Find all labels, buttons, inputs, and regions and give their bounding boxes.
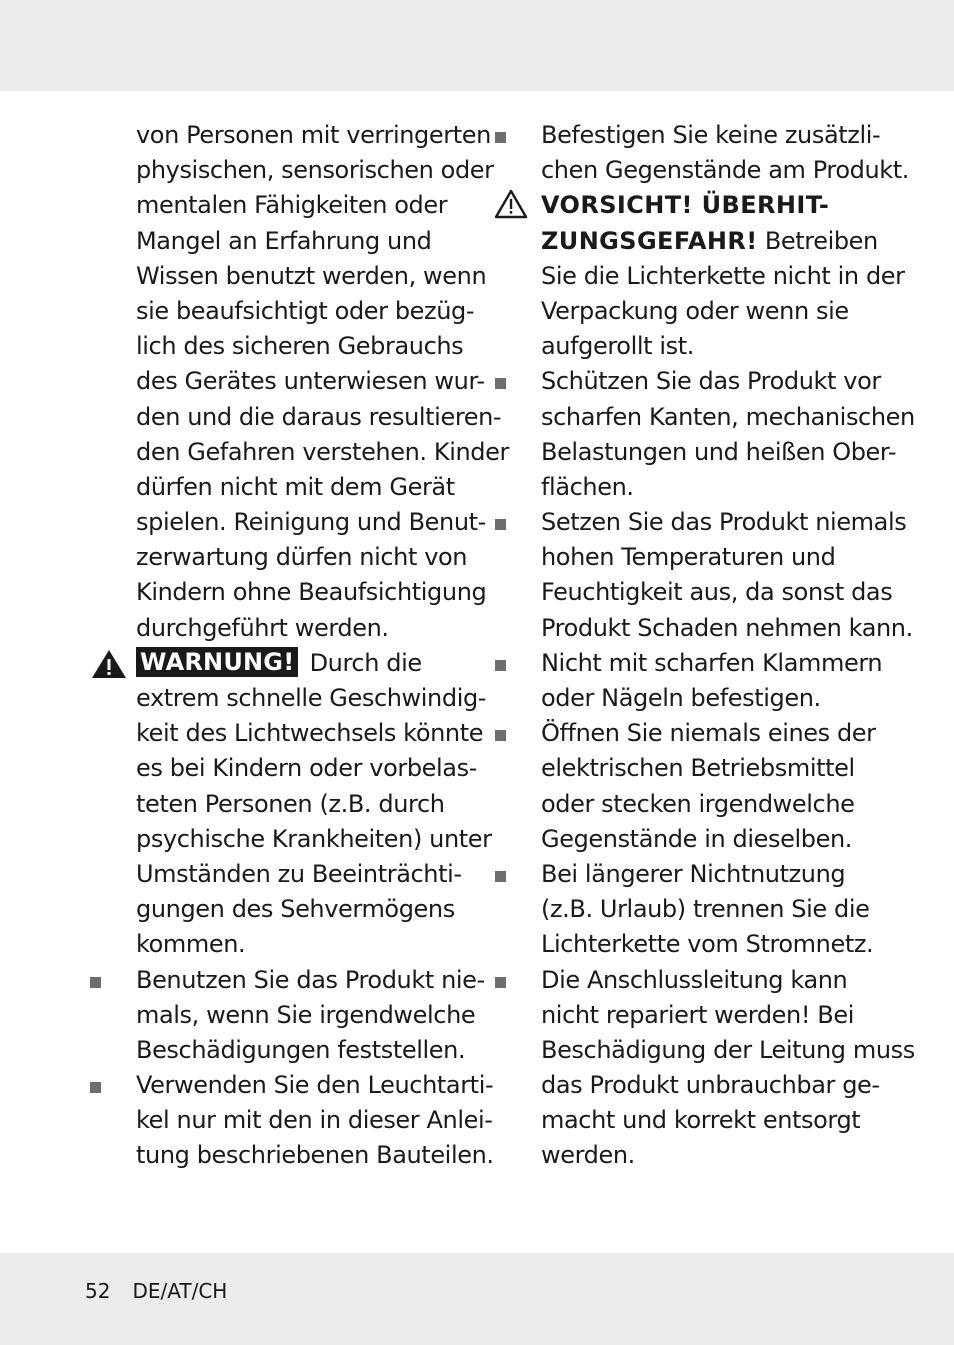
list-item: [136, 963, 485, 1069]
text-line: Umständen zu Beeinträchti-: [136, 859, 462, 888]
text-line: physischen, sensorischen oder: [136, 156, 494, 185]
text-line: flächen.: [541, 472, 634, 501]
page-footer: [85, 1276, 227, 1306]
text-line: nicht repariert werden! Bei: [541, 1000, 854, 1029]
text-line: elektrischen Betriebsmittel: [541, 754, 855, 783]
text-line: Öffnen Sie niemals eines der: [541, 719, 876, 748]
list-item: [541, 505, 913, 646]
caution-block: [541, 188, 905, 364]
list-item: [541, 716, 876, 857]
text-line: Nicht mit scharfen Klammern: [541, 648, 883, 677]
text-line: Setzen Sie das Produkt niemals: [541, 508, 907, 537]
text-line: kommen.: [136, 930, 246, 959]
text-line: Schützen Sie das Produkt vor: [541, 367, 881, 396]
square-bullet-icon: [90, 1082, 101, 1093]
text-line: zerwartung dürfen nicht von: [136, 543, 468, 572]
text-line: Beschädigung der Leitung muss: [541, 1035, 915, 1064]
text-line: teten Personen (z.B. durch: [136, 789, 445, 818]
list-item: [541, 364, 915, 505]
warning-block: [136, 646, 492, 963]
square-bullet-icon: [495, 977, 506, 988]
caution-second-line: [541, 224, 878, 259]
warning-triangle-icon: [91, 649, 127, 679]
text-line: tung beschriebenen Bauteilen.: [136, 1141, 494, 1170]
text-line: keit des Lichtwechsels könnte: [136, 719, 484, 748]
text-line: von Personen mit verringerten: [136, 121, 491, 149]
text-line: Belastungen und heißen Ober-: [541, 437, 897, 466]
text-line: Verpackung oder wenn sie: [541, 296, 849, 325]
square-bullet-icon: [495, 660, 506, 671]
square-bullet-icon: [495, 519, 506, 530]
text-line: macht und korrekt entsorgt: [541, 1106, 861, 1135]
text-line: des Gerätes unterwiesen wur-: [136, 367, 485, 396]
list-item: [541, 118, 910, 188]
text-line: Produkt Schaden nehmen kann.: [541, 613, 913, 642]
text-line: oder stecken irgendwelche: [541, 789, 855, 818]
text-line: Befestigen Sie keine zusätzli-: [541, 121, 881, 149]
text-line: den Gefahren verstehen. Kinder: [136, 437, 509, 466]
locale-label: DE/AT/CH: [132, 1279, 228, 1303]
list-item: [136, 1068, 494, 1174]
warning-first-line-text: Durch die: [302, 648, 422, 677]
text-line: scharfen Kanten, mechanischen: [541, 402, 915, 431]
intro-paragraph: [136, 118, 509, 646]
text-line: extrem schnelle Geschwindig-: [136, 684, 487, 712]
text-line: oder Nägeln befestigen.: [541, 684, 821, 712]
text-line: Lichterkette vom Stromnetz.: [541, 930, 874, 959]
text-line: es bei Kindern oder vorbelas-: [136, 754, 477, 783]
text-line: sie beaufsichtigt oder bezüg-: [136, 296, 475, 325]
text-line: den und die daraus resultieren-: [136, 402, 502, 431]
text-line: hohen Temperaturen und: [541, 543, 836, 572]
page-number: 52: [85, 1279, 111, 1303]
text-line: Gegenstände in dieselben.: [541, 824, 852, 853]
left-column: [136, 118, 509, 1174]
text-line: (z.B. Urlaub) trennen Sie die: [541, 895, 870, 924]
list-item: [541, 857, 874, 963]
text-line: aufgerollt ist.: [541, 332, 694, 361]
text-line: das Produkt unbrauchbar ge-: [541, 1071, 880, 1100]
text-line: chen Gegenstände am Produkt.: [541, 156, 910, 185]
text-line: werden.: [541, 1141, 635, 1170]
right-column: [541, 118, 915, 1174]
text-line: Kindern ohne Beaufsichtigung: [136, 578, 487, 607]
list-item: [541, 963, 915, 1174]
text-line: Die Anschlussleitung kann: [541, 965, 848, 994]
caution-heading-continued: ZUNGSGEFAHR!: [541, 226, 758, 255]
text-line: kel nur mit den in dieser Anlei-: [136, 1106, 493, 1135]
caution-triangle-icon: [494, 189, 528, 219]
square-bullet-icon: [495, 132, 506, 143]
text-line: Verwenden Sie den Leuchtarti-: [136, 1071, 494, 1100]
text-line: Bei längerer Nichtnutzung: [541, 859, 846, 888]
caution-heading: VORSICHT! ÜBERHIT-: [541, 191, 830, 220]
text-line: Mangel an Erfahrung und: [136, 226, 432, 255]
text-line: Wissen benutzt werden, wenn: [136, 261, 487, 290]
list-item: [541, 646, 883, 716]
caution-second-line-text: Betreiben: [757, 226, 878, 255]
text-line: Sie die Lichterkette nicht in der: [541, 261, 905, 290]
warning-badge: WARNUNG!: [136, 647, 298, 677]
square-bullet-icon: [495, 871, 506, 882]
warning-first-line: [136, 646, 466, 681]
text-line: Beschädigungen feststellen.: [136, 1035, 466, 1064]
square-bullet-icon: [90, 977, 101, 988]
text-line: psychische Krankheiten) unter: [136, 824, 492, 853]
text-line: dürfen nicht mit dem Gerät: [136, 472, 455, 501]
header-band: [0, 0, 954, 91]
square-bullet-icon: [495, 730, 506, 741]
text-line: mals, wenn Sie irgendwelche: [136, 1000, 476, 1029]
text-line: gungen des Sehvermögens: [136, 895, 455, 924]
text-line: durchgeführt werden.: [136, 613, 389, 642]
square-bullet-icon: [495, 378, 506, 389]
text-line: spielen. Reinigung und Benut-: [136, 508, 486, 537]
text-line: lich des sicheren Gebrauchs: [136, 332, 464, 361]
text-line: mentalen Fähigkeiten oder: [136, 191, 448, 220]
text-line: Benutzen Sie das Produkt nie-: [136, 965, 485, 994]
text-line: Feuchtigkeit aus, da sonst das: [541, 578, 893, 607]
